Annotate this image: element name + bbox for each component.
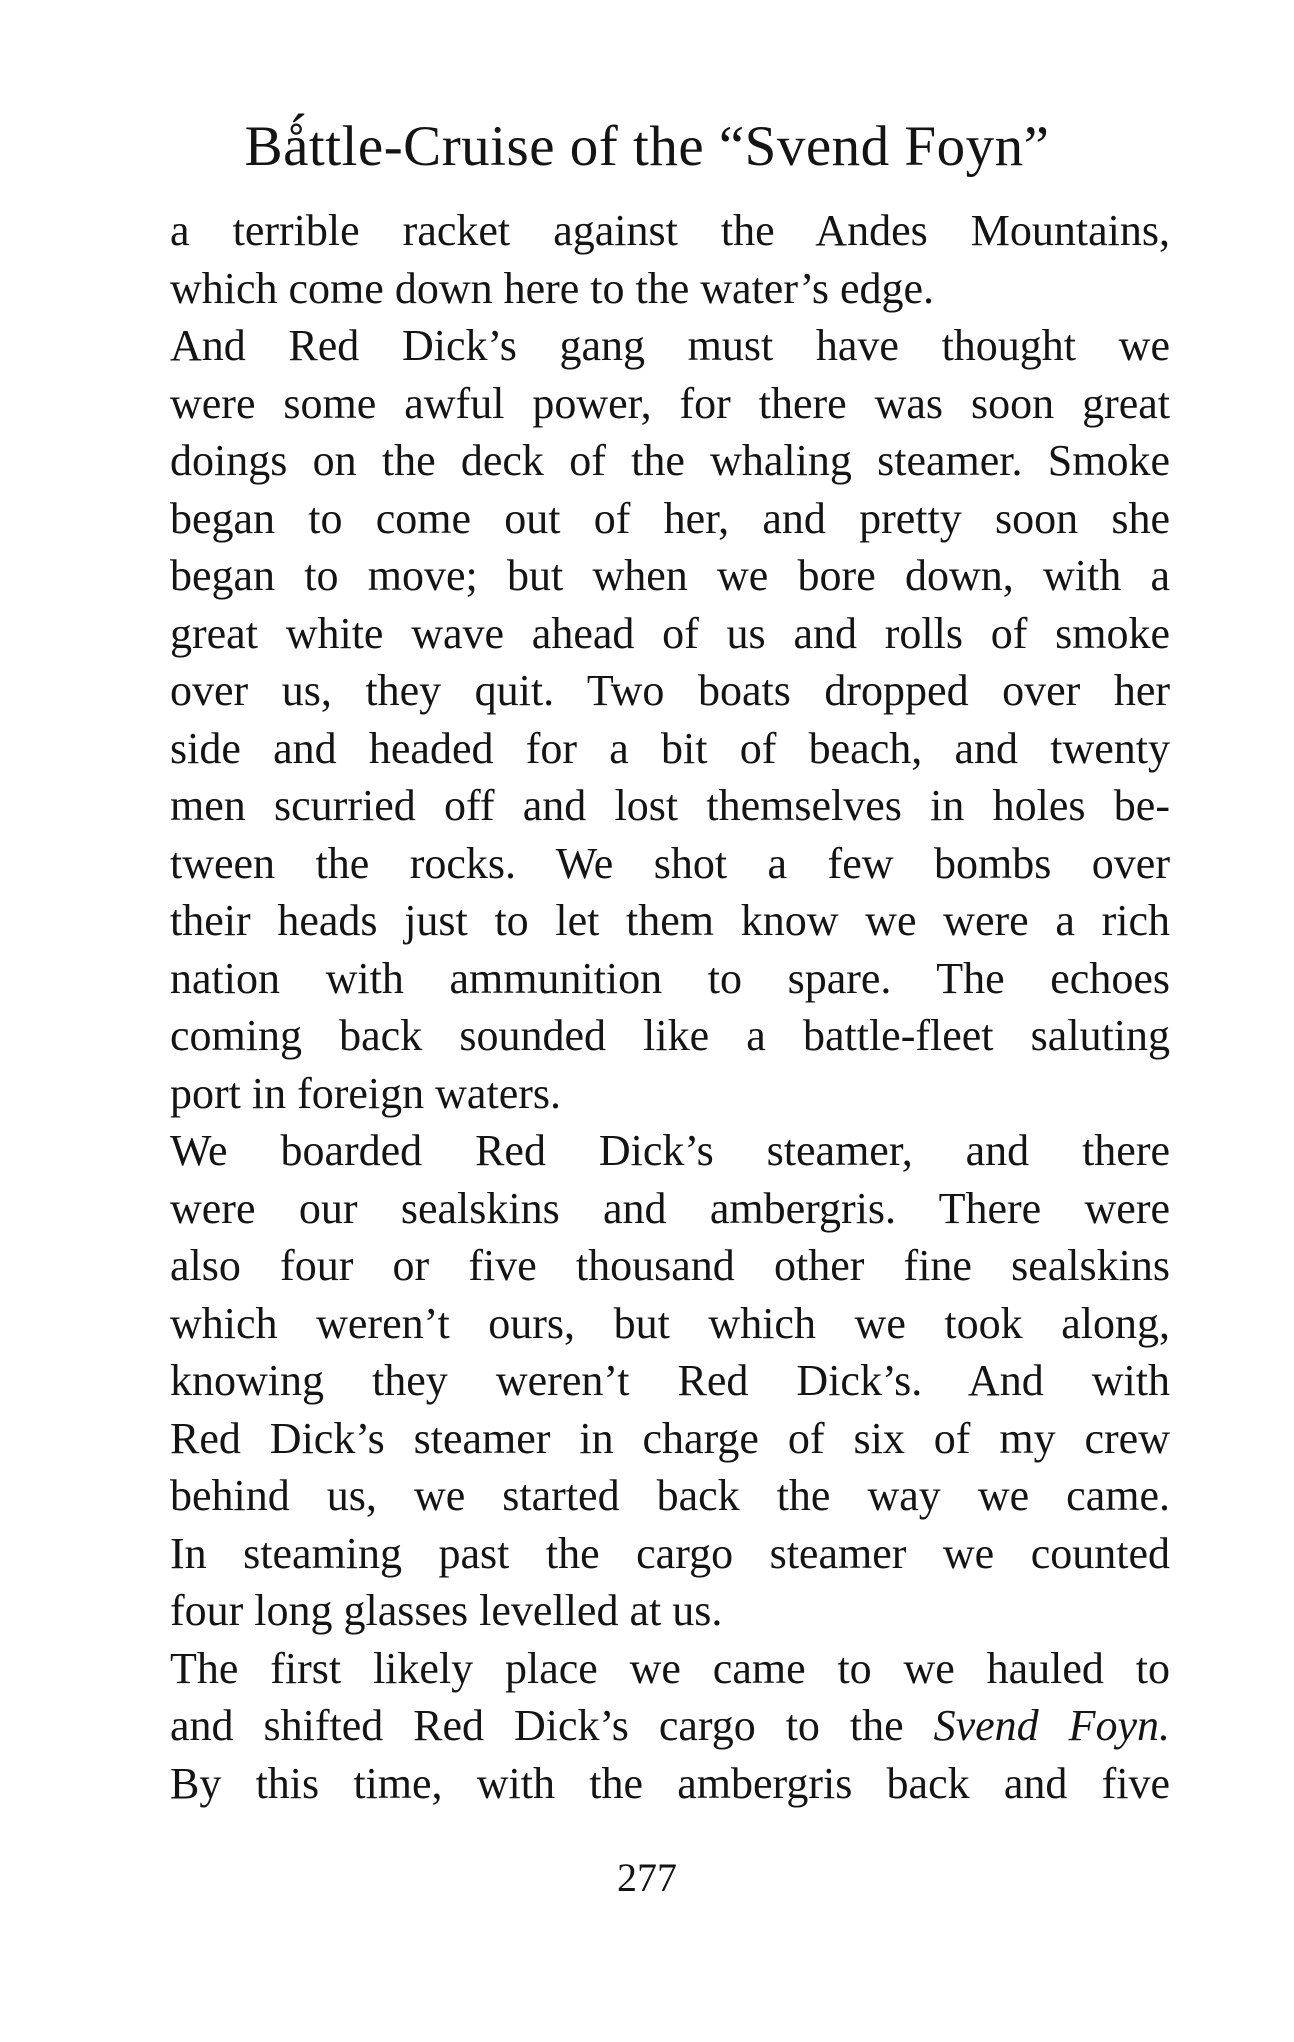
text-line: tween the rocks. We shot a few bombs over [170, 838, 1170, 888]
running-header: Bǻttle-Cruise of the “Svend Foyn” [244, 115, 1050, 178]
text-line: behind us, we started back the way we came. [170, 1471, 1170, 1520]
text-line: coming back sounded like a battle-fleet saluting [170, 1011, 1170, 1060]
text-line: a terrible racket against the Andes Mountains, [170, 206, 1170, 255]
text-line: nation with ammunition to spare. The echoes [170, 953, 1170, 1003]
text-line: began to move; but when we bore down, with a [170, 551, 1170, 600]
text-line: four long glasses levelled at us. [170, 1586, 723, 1635]
page-number: 277 [617, 1855, 677, 1900]
text-line: The first likely place we came to we hauled to [170, 1643, 1170, 1693]
text-line: By this time, with the ambergris back and five [170, 1758, 1170, 1808]
text-line: And Red Dick’s gang must have thought we [170, 321, 1170, 370]
text-line: port in foreign waters. [170, 1068, 561, 1118]
text-line: over us, they quit. Two boats dropped over her [170, 666, 1170, 715]
text-line [170, 1697, 1170, 1755]
text-line: doings on the deck of the whaling steamer. Smoke [170, 436, 1170, 485]
paragraph-first-likely-place [170, 1640, 1170, 1813]
ship-name-italic: Svend Foyn. [933, 1701, 1170, 1750]
text-line: which weren’t ours, but which we took along, [170, 1298, 1170, 1348]
body-text [170, 202, 1170, 1812]
text-line: their heads just to let them know we were a rich [170, 896, 1170, 945]
text-line: men scurried off and lost themselves in holes be- [170, 781, 1170, 830]
text-line: were some awful power, for there was soon great [170, 378, 1170, 428]
text-line: knowing they weren’t Red Dick’s. And with [170, 1356, 1170, 1405]
paragraph-boarded-steamer [170, 1122, 1170, 1640]
paragraph-continuation [170, 202, 1170, 317]
paragraph-red-dicks-gang [170, 317, 1170, 1122]
text-line: which come down here to the water’s edge. [170, 263, 935, 313]
text-line: also four or five thousand other fine sealskins [170, 1241, 1170, 1290]
text-line: began to come out of her, and pretty soon she [170, 493, 1170, 543]
text-segment: and shifted Red Dick’s cargo to the [170, 1701, 934, 1750]
text-line: Red Dick’s steamer in charge of six of my crew [170, 1413, 1170, 1463]
text-line: We boarded Red Dick’s steamer, and there [170, 1126, 1170, 1175]
text-line: were our sealskins and ambergris. There were [170, 1183, 1170, 1233]
text-line: great white wave ahead of us and rolls of smoke [170, 608, 1170, 658]
text-line: side and headed for a bit of beach, and twenty [170, 723, 1170, 773]
text-line: In steaming past the cargo steamer we counted [170, 1528, 1170, 1578]
